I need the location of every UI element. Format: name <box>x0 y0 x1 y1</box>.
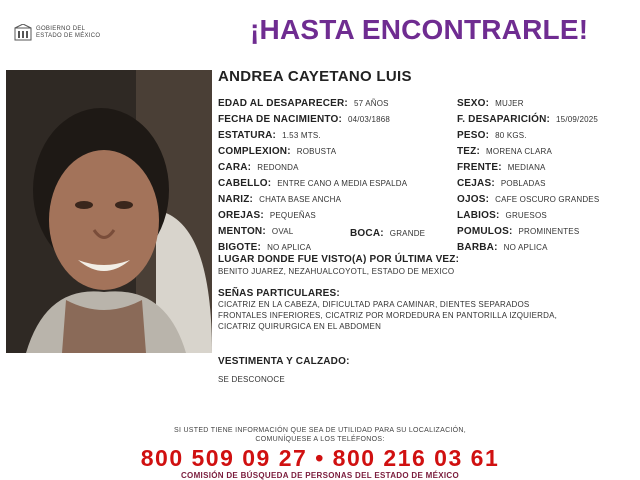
orejas-value: PEQUEÑAS <box>269 211 316 220</box>
headline: ¡HASTA ENCONTRARLE! <box>250 14 589 45</box>
contact-note <box>0 426 640 444</box>
particulares-label: SEÑAS PARTICULARES: <box>218 288 340 299</box>
field-peso <box>457 128 527 142</box>
barba-label: BARBA: <box>457 242 498 253</box>
field-sexo <box>457 96 524 110</box>
field-cabello <box>218 176 407 190</box>
particulares-line-3: CICATRIZ QUIRURGICA EN EL ABDOMEN <box>218 322 382 331</box>
bigote-label: BIGOTE: <box>218 242 262 253</box>
desaparicion-label: F. DESAPARICIÓN: <box>457 114 551 125</box>
frente-value: MEDIANA <box>507 163 546 172</box>
ojos-value: CAFE OSCURO GRANDES <box>495 195 600 204</box>
nacimiento-label: FECHA DE NACIMIENTO: <box>218 114 342 125</box>
bigote-value: NO APLICA <box>267 243 312 252</box>
frente-label: FRENTE: <box>457 162 502 173</box>
menton-value: OVAL <box>271 227 294 236</box>
last-seen-value: BENITO JUAREZ, NEZAHUALCOYOTL, ESTADO DE MEXICO <box>218 267 455 276</box>
particulares-text <box>218 299 557 332</box>
missing-person-photo <box>6 70 212 353</box>
boca-value: GRANDE <box>389 229 426 238</box>
field-boca <box>350 226 425 240</box>
nariz-label: NARIZ: <box>218 194 254 205</box>
logo-line-2: ESTADO DE MÉXICO <box>36 33 101 39</box>
barba-value: NO APLICA <box>503 243 548 252</box>
field-pomulos <box>457 224 579 238</box>
government-logo-text <box>36 26 100 40</box>
complexion-label: COMPLEXION: <box>218 146 291 157</box>
cara-value: REDONDA <box>257 163 299 172</box>
field-tez <box>457 144 552 158</box>
sexo-label: SEXO: <box>457 98 490 109</box>
nariz-value: CHATA BASE ANCHA <box>259 195 342 204</box>
field-ojos <box>457 192 599 206</box>
edad-label: EDAD AL DESAPARECER: <box>218 98 348 109</box>
field-nacimiento <box>218 112 390 126</box>
estatura-label: ESTATURA: <box>218 130 277 141</box>
field-labios <box>457 208 547 222</box>
cejas-value: POBLADAS <box>500 179 546 188</box>
particulares-line-1: CICATRIZ EN LA CABEZA, DIFICULTAD PARA CAMINAR, DIENTES SEPARADOS <box>218 300 530 309</box>
field-desaparicion <box>457 112 598 126</box>
commission-name: COMISIÓN DE BÚSQUEDA DE PERSONAS DEL ESTADO DE MÉXICO <box>180 471 459 480</box>
portrait-image <box>6 70 212 353</box>
contact-note-line-1: SI USTED TIENE INFORMACIÓN QUE SEA DE UTILIDAD PARA SU LOCALIZACIÓN, <box>173 427 467 434</box>
phone-numbers: 800 509 09 27 • 800 216 03 61 <box>140 445 500 471</box>
sexo-value: MUJER <box>495 99 524 108</box>
boca-label: BOCA: <box>350 228 384 239</box>
complexion-value: ROBUSTA <box>296 147 337 156</box>
field-cara <box>218 160 299 174</box>
field-edad <box>218 96 389 110</box>
labios-value: GRUESOS <box>505 211 547 220</box>
field-bigote <box>218 240 311 254</box>
cabello-value: ENTRE CANO A MEDIA ESPALDA <box>277 179 408 188</box>
estatura-value: 1.53 MTS. <box>282 131 321 140</box>
field-complexion <box>218 144 336 158</box>
orejas-label: OREJAS: <box>218 210 264 221</box>
field-barba <box>457 240 548 254</box>
tez-label: TEZ: <box>457 146 481 157</box>
clothing-label: VESTIMENTA Y CALZADO: <box>218 356 350 367</box>
tez-value: MORENA CLARA <box>486 147 553 156</box>
cejas-label: CEJAS: <box>457 178 495 189</box>
person-name: ANDREA CAYETANO LUIS <box>218 68 412 85</box>
nacimiento-value: 04/03/1868 <box>348 115 391 124</box>
contact-note-line-2: COMUNÍQUESE A LOS TELÉFONOS: <box>255 436 385 443</box>
field-cejas <box>457 176 546 190</box>
pomulos-value: PROMINENTES <box>518 227 580 236</box>
particulares-line-2: FRONTALES INFERIORES, CICATRIZ POR MORDEDURA EN PANTORILLA IZQUIERDA, <box>218 311 558 320</box>
field-estatura <box>218 128 321 142</box>
logo-line-1: GOBIERNO DEL <box>36 26 86 32</box>
peso-value: 80 KGS. <box>495 131 527 140</box>
ojos-label: OJOS: <box>457 194 490 205</box>
edad-value: 57 AÑOS <box>353 99 389 108</box>
field-menton <box>218 224 293 238</box>
cabello-label: CABELLO: <box>218 178 272 189</box>
clothing-value: SE DESCONOCE <box>218 375 285 384</box>
field-frente <box>457 160 546 174</box>
labios-label: LABIOS: <box>457 210 500 221</box>
state-seal-logo <box>14 24 32 42</box>
last-seen-label: LUGAR DONDE FUE VISTO(A) POR ÚLTIMA VEZ: <box>218 254 460 265</box>
peso-label: PESO: <box>457 130 490 141</box>
field-nariz <box>218 192 341 206</box>
cara-label: CARA: <box>218 162 252 173</box>
desaparicion-value: 15/09/2025 <box>556 115 599 124</box>
field-orejas <box>218 208 316 222</box>
pomulos-label: POMULOS: <box>457 226 513 237</box>
menton-label: MENTON: <box>218 226 266 237</box>
